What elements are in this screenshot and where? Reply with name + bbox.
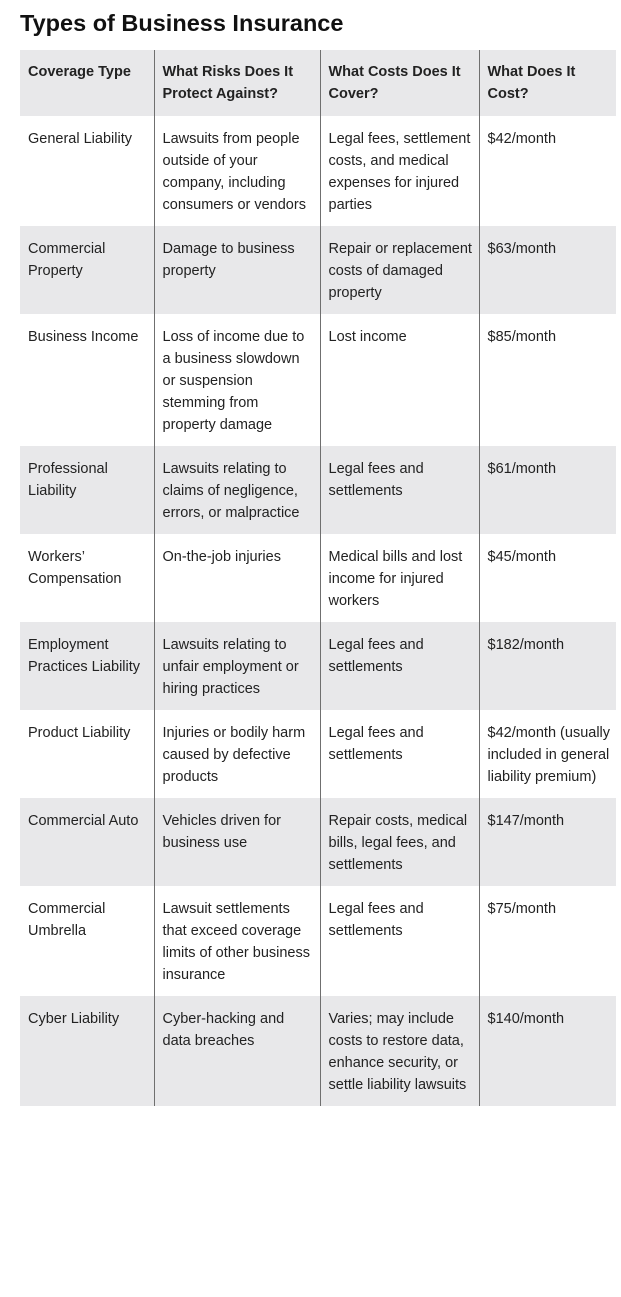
cell-coverage-type: General Liability xyxy=(28,131,132,147)
cell-price: $182/month xyxy=(479,622,616,710)
cell-risks: Lawsuits relating to claims of negligence, errors, or malpractice xyxy=(154,446,320,534)
cell-risks: Lawsuits relating to unfair employment or hiring practices xyxy=(154,622,320,710)
cell-coverage-type: Commercial Umbrella xyxy=(28,901,106,939)
cell-price: $45/month xyxy=(479,534,616,622)
cell-price: $147/month xyxy=(479,798,616,886)
cell-coverage-type: Workers’ Compensation xyxy=(28,549,122,587)
cell-price: $42/month xyxy=(479,116,616,226)
cell-price: $63/month xyxy=(479,226,616,314)
table-header-row xyxy=(20,50,616,116)
cell-risks: Lawsuit settlements that exceed coverage limits of other business insurance xyxy=(154,886,320,996)
cell-price: $42/month (usually included in general liability premium) xyxy=(479,710,616,798)
cell-costs-covered: Legal fees, settlement costs, and medical expenses for injured parties xyxy=(320,116,479,226)
cell-risks: Loss of income due to a business slowdown or suspension stemming from property damage xyxy=(154,314,320,446)
cell-risks: Lawsuits from people outside of your company, including consumers or vendors xyxy=(154,116,320,226)
table-row xyxy=(20,622,616,710)
cell-price: $75/month xyxy=(479,886,616,996)
cell-price: $61/month xyxy=(479,446,616,534)
cell-coverage-type: Commercial Auto xyxy=(28,813,139,829)
table-row xyxy=(20,116,616,226)
header-risks: What Risks Does It Protect Against? xyxy=(154,50,320,116)
header-coverage-type: Coverage Type xyxy=(28,64,131,80)
cell-costs-covered: Repair or replacement costs of damaged property xyxy=(320,226,479,314)
cell-price: $85/month xyxy=(479,314,616,446)
cell-coverage-type: Business Income xyxy=(28,329,139,345)
cell-risks: Damage to business property xyxy=(154,226,320,314)
cell-costs-covered: Legal fees and settlements xyxy=(320,446,479,534)
page-title: Types of Business Insurance xyxy=(20,10,344,36)
cell-coverage-type: Employment Practices Liability xyxy=(28,637,141,675)
cell-costs-covered: Legal fees and settlements xyxy=(320,710,479,798)
cell-coverage-type: Cyber Liability xyxy=(28,1011,120,1027)
cell-costs-covered: Varies; may include costs to restore data, enhance security, or settle liability lawsuits xyxy=(320,996,479,1106)
cell-risks: Vehicles driven for business use xyxy=(154,798,320,886)
header-costs-covered: What Costs Does It Cover? xyxy=(320,50,479,116)
cell-risks: Cyber-hacking and data breaches xyxy=(154,996,320,1106)
cell-coverage-type: Professional Liability xyxy=(28,461,108,499)
insurance-table xyxy=(20,50,616,1106)
cell-coverage-type: Commercial Property xyxy=(28,241,106,279)
cell-price: $140/month xyxy=(479,996,616,1106)
cell-costs-covered: Legal fees and settlements xyxy=(320,622,479,710)
table-row xyxy=(20,226,616,314)
cell-coverage-type: Product Liability xyxy=(28,725,131,741)
cell-costs-covered: Medical bills and lost income for injured workers xyxy=(320,534,479,622)
table-row xyxy=(20,996,616,1106)
cell-costs-covered: Legal fees and settlements xyxy=(320,886,479,996)
table-row xyxy=(20,710,616,798)
cell-costs-covered: Repair costs, medical bills, legal fees, and settlements xyxy=(320,798,479,886)
table-row xyxy=(20,798,616,886)
table-row xyxy=(20,886,616,996)
table-row xyxy=(20,446,616,534)
table-row xyxy=(20,314,616,446)
cell-costs-covered: Lost income xyxy=(320,314,479,446)
table-row xyxy=(20,534,616,622)
cell-risks: On-the-job injuries xyxy=(154,534,320,622)
header-price: What Does It Cost? xyxy=(479,50,616,116)
cell-risks: Injuries or bodily harm caused by defective products xyxy=(154,710,320,798)
